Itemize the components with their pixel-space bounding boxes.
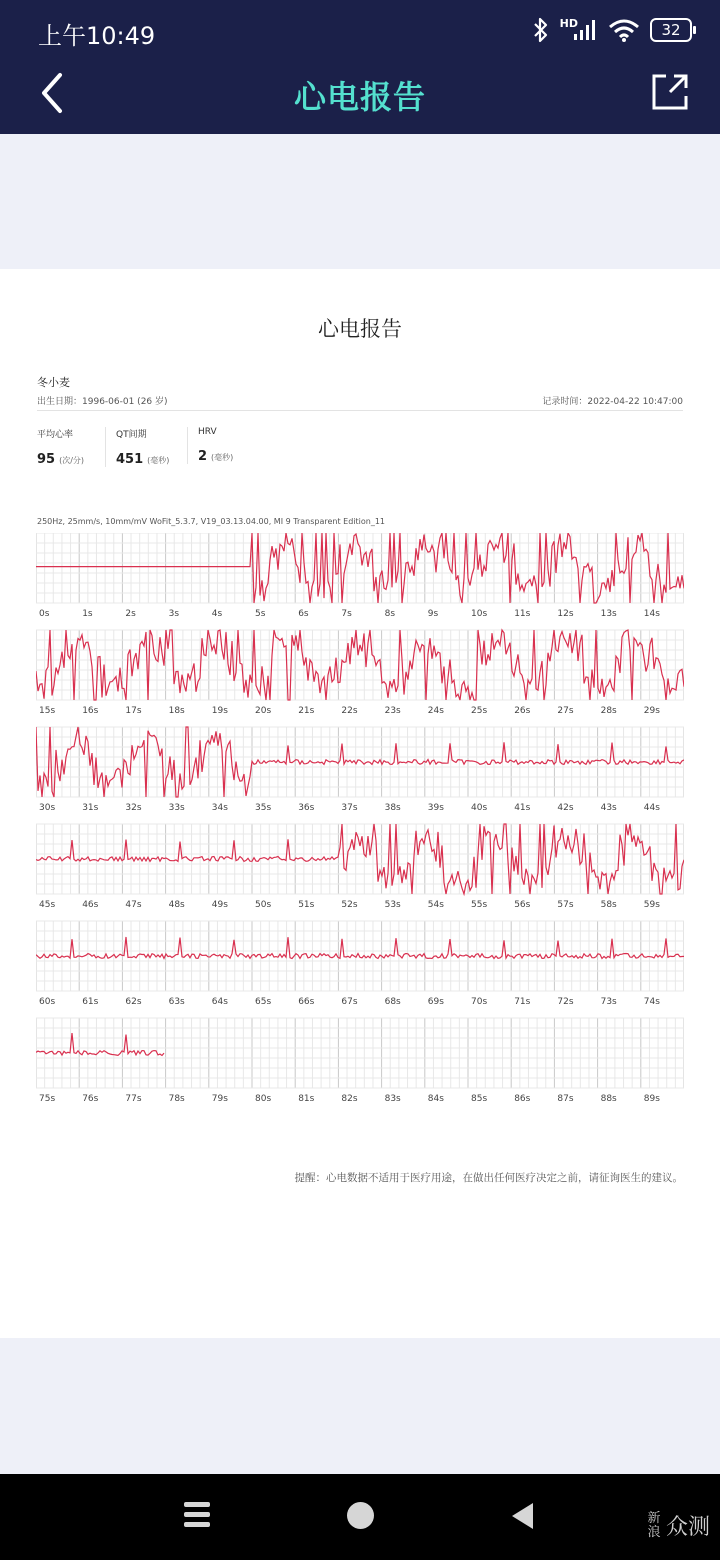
ecg-time-label: 68s [384,997,401,1007]
metric-unit: (毫秒) [211,453,234,462]
ecg-time-label: 64s [211,997,228,1007]
watermark-big: 众测 [665,1515,710,1540]
ecg-time-label: 2s [125,609,136,619]
watermark [645,1510,710,1541]
ecg-time-label: 24s [427,706,444,716]
ecg-time-label: 1s [82,609,93,619]
back-triangle-icon[interactable] [512,1503,533,1529]
status-icons [532,16,692,44]
ecg-time-label: 88s [600,1094,617,1104]
ecg-time-label: 12s [557,609,574,619]
ecg-time-label: 36s [298,803,315,813]
system-nav-bar [0,1474,720,1560]
ecg-time-label: 21s [298,706,315,716]
watermark-small: 新浪 [647,1510,661,1540]
ecg-time-label: 81s [298,1094,315,1104]
metric-label: QT间期 [116,430,147,440]
metric-value: 2 (毫秒) [198,449,234,464]
record-time [542,394,683,407]
ecg-time-label: 25s [471,706,488,716]
ecg-time-label: 40s [471,803,488,813]
divider [37,410,683,411]
ecg-time-label: 67s [341,997,358,1007]
ecg-time-label: 18s [168,706,185,716]
ecg-time-label: 37s [341,803,358,813]
ecg-time-label: 82s [341,1094,358,1104]
metric-hrv [187,427,233,464]
ecg-time-label: 20s [255,706,272,716]
ecg-time-label: 0s [39,609,50,619]
metric-label: HRV [198,427,217,437]
ecg-time-label: 46s [82,900,99,910]
ecg-time-label: 13s [600,609,617,619]
ecg-time-label: 79s [211,1094,228,1104]
bluetooth-icon [532,17,550,43]
ecg-time-label: 26s [514,706,531,716]
metric-label: 平均心率 [37,430,74,440]
record-label: 记录时间： [542,397,588,407]
ecg-time-label: 7s [341,609,352,619]
battery-icon: 32 [650,18,692,42]
birth-label: 出生日期： [37,397,83,407]
ecg-time-label: 72s [557,997,574,1007]
birth-date [37,394,168,407]
ecg-time-label: 50s [255,900,272,910]
ecg-time-label: 71s [514,997,531,1007]
ecg-time-label: 34s [211,803,228,813]
ecg-time-label: 17s [125,706,142,716]
ecg-time-label: 57s [557,900,574,910]
ecg-time-label: 27s [557,706,574,716]
ecg-time-label: 15s [39,706,56,716]
metric-heart-rate [37,427,84,467]
ecg-time-label: 42s [557,803,574,813]
ecg-time-label: 62s [125,997,142,1007]
ecg-time-label: 85s [471,1094,488,1104]
record-value: 2022-04-22 10:47:00 [587,397,683,407]
ecg-time-label: 39s [427,803,444,813]
ecg-time-label: 48s [168,900,185,910]
ecg-time-label: 16s [82,706,99,716]
ecg-time-label: 38s [384,803,401,813]
metric-unit: (次/分) [59,456,85,465]
ecg-time-label: 73s [600,997,617,1007]
ecg-time-label: 51s [298,900,315,910]
ecg-time-label: 66s [298,997,315,1007]
ecg-time-label: 84s [427,1094,444,1104]
page-title: 心电报告 [293,78,426,116]
ecg-time-label: 31s [82,803,99,813]
ecg-time-label: 61s [82,997,99,1007]
ecg-time-label: 8s [384,609,396,619]
ecg-time-label: 49s [211,900,228,910]
menu-icon[interactable] [184,1502,210,1530]
ecg-time-label: 11s [514,609,531,619]
ecg-time-label: 28s [600,706,617,716]
ecg-time-label: 75s [39,1094,56,1104]
wifi-icon [608,18,640,42]
share-icon [654,76,686,108]
ecg-time-label: 53s [384,900,401,910]
ecg-time-label: 33s [168,803,185,813]
ecg-time-label: 78s [168,1094,185,1104]
ecg-time-label: 32s [125,803,142,813]
ecg-time-label: 6s [298,609,309,619]
metric-value: 95 (次/分) [37,452,85,467]
ecg-time-label: 3s [168,609,180,619]
ecg-time-label: 19s [211,706,228,716]
ecg-time-label: 83s [384,1094,401,1104]
ecg-time-label: 30s [39,803,56,813]
ecg-time-label: 87s [557,1094,574,1104]
home-icon[interactable] [347,1502,374,1529]
ecg-time-label: 80s [255,1094,272,1104]
ecg-time-label: 44s [643,803,660,813]
status-time: 上午10:49 [38,22,156,50]
ecg-time-label: 55s [471,900,488,910]
metric-unit: (毫秒) [147,456,170,465]
ecg-time-label: 9s [427,609,439,619]
ecg-time-label: 63s [168,997,185,1007]
ecg-time-label: 86s [514,1094,531,1104]
ecg-time-label: 35s [255,803,272,813]
patient-name: 冬小麦 [37,376,70,389]
ecg-time-label: 54s [427,900,444,910]
share-button[interactable] [650,72,690,112]
hd-badge: HD [559,16,578,30]
ecg-strip-chart [36,533,684,1105]
ecg-time-label: 29s [643,706,660,716]
ecg-time-label: 59s [643,900,660,910]
metric-value: 451 (毫秒) [116,452,170,467]
ecg-time-label: 14s [643,609,660,619]
ecg-time-label: 23s [384,706,401,716]
birth-value: 1996-06-01 (26 岁) [82,397,168,407]
ecg-time-label: 41s [514,803,531,813]
ecg-time-label: 47s [125,900,142,910]
ecg-time-label: 74s [643,997,660,1007]
recording-params: 250Hz, 25mm/s, 10mm/mV WoFit_5.3.7, V19_03.13.04.00, MI 9 Transparent Edition_11 [37,517,385,526]
ecg-report-sheet [0,269,720,1338]
ecg-time-label: 43s [600,803,617,813]
ecg-time-label: 76s [82,1094,99,1104]
ecg-time-label: 58s [600,900,617,910]
report-title: 心电报告 [318,317,402,341]
ecg-time-label: 60s [39,997,56,1007]
ecg-time-label: 5s [255,609,266,619]
ecg-time-label: 56s [514,900,531,910]
ecg-time-label: 69s [427,997,444,1007]
ecg-time-label: 65s [255,997,272,1007]
ecg-time-label: 89s [643,1094,660,1104]
ecg-time-label: 10s [471,609,488,619]
metric-qt-interval [105,427,169,467]
ecg-time-label: 22s [341,706,358,716]
app-header [0,0,720,134]
ecg-time-label: 4s [211,609,223,619]
ecg-time-label: 52s [341,900,358,910]
medical-notice: 提醒：心电数据不适用于医疗用途，在做出任何医疗决定之前，请征询医生的建议。 [294,1172,683,1184]
ecg-time-label: 70s [471,997,488,1007]
ecg-time-label: 77s [125,1094,142,1104]
ecg-time-label: 45s [39,900,56,910]
